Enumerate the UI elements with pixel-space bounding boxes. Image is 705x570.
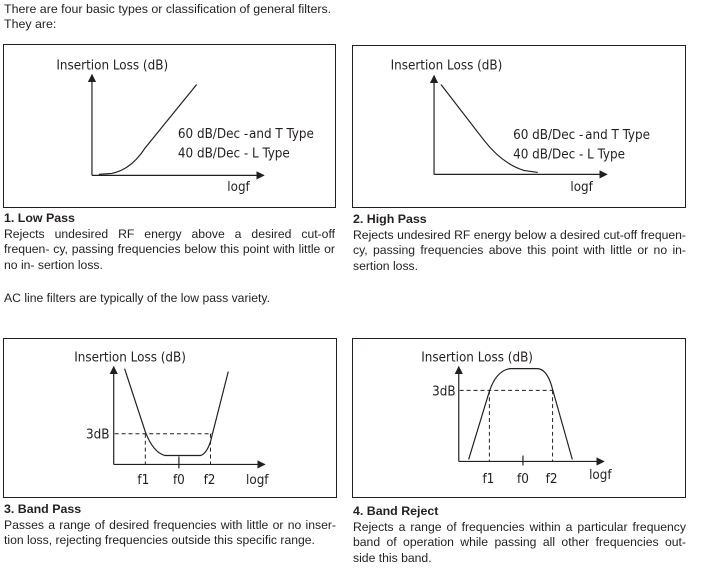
high-pass-diagram	[352, 45, 686, 208]
band-pass-title: 3. Band Pass	[4, 502, 82, 516]
x-axis-label: logf	[570, 180, 593, 196]
y-axis-label: Insertion Loss (dB)	[56, 58, 169, 74]
band-pass-svg	[4, 339, 336, 497]
band-reject-caption	[353, 504, 686, 566]
rate-label-1: 60 dB/Dec -	[177, 126, 249, 142]
high-pass-caption	[353, 212, 686, 274]
low-pass-title: 1. Low Pass	[4, 211, 75, 225]
band-pass-curve	[125, 369, 229, 456]
y-axis-label: Insertion Loss (dB)	[421, 350, 533, 366]
band-reject-title: 4. Band Reject	[353, 504, 439, 518]
f2-label: f2	[545, 472, 558, 488]
band-reject-diagram	[352, 338, 686, 498]
low-pass-diagram	[3, 44, 336, 208]
low-pass-svg	[4, 45, 335, 207]
rate-label-1: 60 dB/Dec -	[513, 127, 584, 143]
band-pass-description: Passes a range of desired frequencies with little or no inser- tion loss, rejecting frequencies outside this specific range.	[4, 517, 336, 547]
f0-label: f0	[517, 472, 529, 488]
high-pass-description: Rejects undesired RF energy below a desired cut-off frequen- cy, passing frequencies above this point with little or no in- sertion loss.	[353, 227, 686, 273]
f2-label: f2	[203, 473, 216, 489]
type-label-1: and T Type	[249, 126, 314, 142]
x-axis-label: logf	[589, 468, 612, 484]
band-pass-diagram	[3, 338, 337, 498]
three-db-label: 3dB	[86, 427, 110, 443]
high-pass-svg	[353, 46, 685, 207]
intro-text	[4, 2, 364, 32]
intro-line-1: There are four basic types or classification of general filters.	[4, 2, 332, 16]
intro-line-2: They are:	[4, 17, 57, 31]
f1-label: f1	[482, 472, 495, 488]
three-db-label: 3dB	[432, 384, 456, 400]
rate-label-2: 40 dB/Dec - L Type	[513, 147, 625, 163]
low-pass-description: Rejects undesired RF energy above a desired cut-off frequen- cy, passing frequencies below this point with little or no in- sertion loss.	[4, 226, 335, 272]
rate-label-2: 40 dB/Dec - L Type	[177, 146, 290, 162]
high-pass-title: 2. High Pass	[353, 212, 427, 226]
x-axis-label: logf	[227, 180, 250, 196]
band-pass-caption	[4, 502, 336, 549]
x-axis-label: logf	[246, 473, 269, 489]
ac-line-note: AC line filters are typically of the low pass variety.	[4, 291, 270, 305]
band-reject-description: Rejects a range of frequencies within a particular frequency band of operation while passing all other frequencies out- side this band.	[353, 519, 686, 565]
low-pass-caption	[4, 211, 335, 273]
band-reject-svg	[353, 339, 685, 497]
y-axis-label: Insertion Loss (dB)	[74, 350, 186, 366]
band-reject-curve	[469, 369, 573, 460]
f0-label: f0	[172, 473, 185, 489]
f1-label: f1	[137, 473, 150, 489]
type-label-1: and T Type	[585, 127, 651, 143]
y-axis-label: Insertion Loss (dB)	[390, 58, 503, 74]
